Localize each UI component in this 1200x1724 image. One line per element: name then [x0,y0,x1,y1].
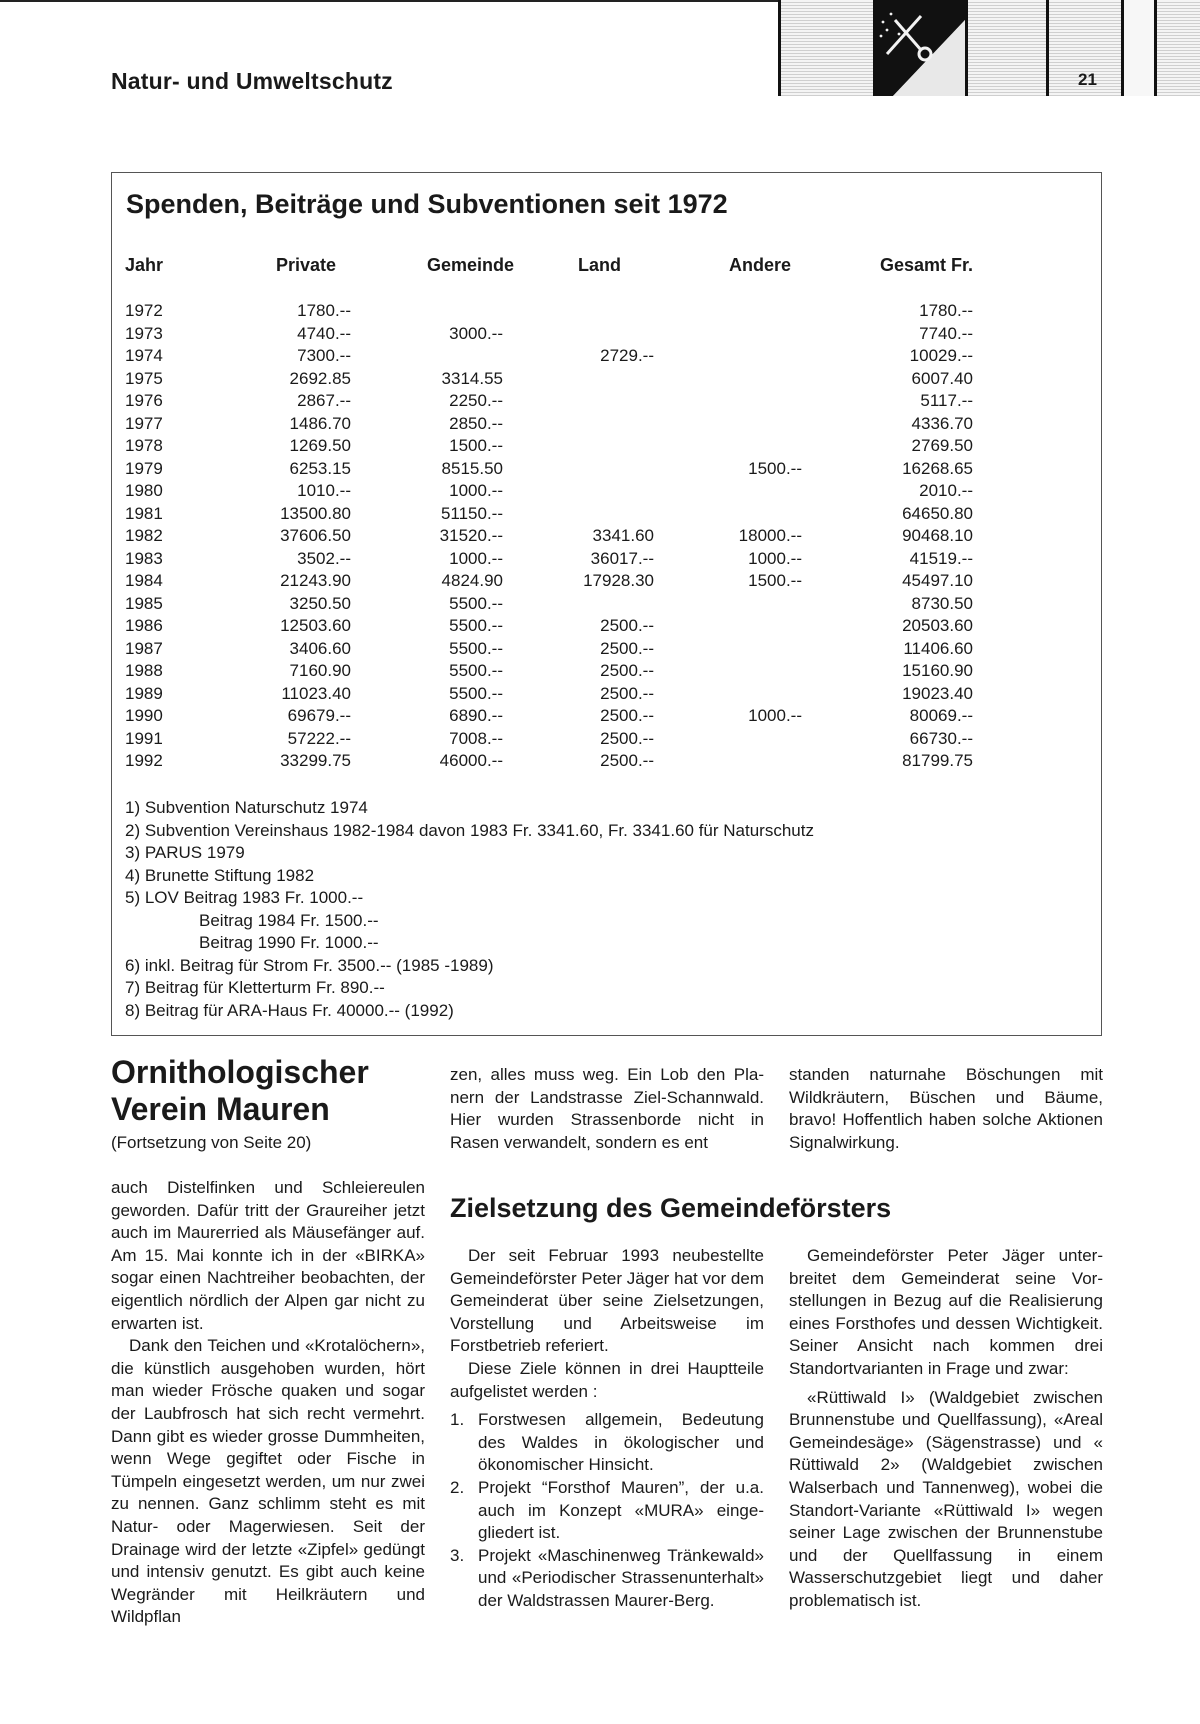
table-cell: 1010.-- [297,481,351,500]
table-cell: 16268.65 [902,458,973,478]
ornith-column-2 [450,1064,764,1154]
strip-hatch [1157,0,1200,96]
table-cell: 1989 [125,683,163,703]
table-cell: 6890.-- [449,706,503,725]
table-cell: 2500.-- [600,683,654,703]
table-row [125,301,1085,324]
table-cell: 1972 [125,301,163,320]
table-row [125,481,1085,504]
table-cell: 18000.-- [738,526,802,545]
ornith-paragraph: standen naturnahe Böschungen mit Wildkräutern, Büschen und Bäume, bravo! Hoffentlich haben solche Aktionen Signalwirkung. [789,1065,1103,1152]
table-cell: 1984 [125,571,163,590]
table-cell: 7160.90 [289,661,351,680]
table-row [125,436,1085,459]
table-cell: 7008.-- [449,728,503,748]
table-row [125,706,1085,729]
table-cell: 1000.-- [449,481,503,500]
table-cell: 36017.-- [590,548,654,568]
column-header-private: Private [276,255,337,275]
table-cell: 3341.60 [592,526,654,545]
table-row [125,639,1085,662]
ornith-paragraph: auch Distelfinken und Schleiereulen geworden. Dafür tritt der Graureiher jetzt auch im Maurerried als Mäusefänger auf. Am 15. Mai konnte ich in der «BIRKA» sogar einen Nachtreiher beobachten, der eigentlich nördlich der Alpen gar nicht zu erwarten ist. [111,1178,425,1333]
table-cell: 1000.-- [449,548,503,568]
table-row [125,571,1085,594]
footnote: 7) Beitrag für Kletterturm Fr. 890.-- [125,978,385,997]
table-cell: 46000.-- [439,751,503,770]
table-cell: 4824.90 [441,571,503,590]
continued-note: (Fortsetzung von Seite 20) [111,1133,312,1152]
table-cell: 2500.-- [600,661,654,680]
table-cell: 1974 [125,346,163,365]
donations-table-box [111,172,1102,1036]
forster-column-3 [789,1245,1103,1613]
table-cell: 15160.90 [902,661,973,680]
table-cell: 3502.-- [297,548,351,568]
column-header-andere: Andere [729,255,792,275]
table-cell: 41519.-- [909,548,973,568]
table-cell: 57222.-- [287,728,351,748]
table-cell: 81799.75 [902,751,973,770]
footnote: 2) Subvention Vereinshaus 1982-1984 davon 1983 Fr. 3341.60, Fr. 3341.60 für Naturschutz [125,820,814,840]
table-cell: 80069.-- [909,706,973,725]
table-row [125,526,1085,549]
table-cell: 1990 [125,706,163,725]
table-cell: 1500.-- [748,458,802,478]
footnote: 4) Brunette Stiftung 1982 [125,865,315,885]
table-cell: 3250.50 [289,593,351,613]
ornith-paragraph: zen, alles muss weg. Ein Lob den Planern der Landstrasse Ziel-Schannwald. Hier wurden Strassenborde nicht in Rasen verwandelt, sondern es ent [450,1065,764,1152]
table-cell: 1780.-- [297,301,351,320]
table-row [125,594,1085,617]
table-cell: 21243.90 [280,571,351,590]
table-cell: 5500.-- [449,593,503,613]
page-number: 21 [1078,70,1097,89]
table-cell: 1981 [125,503,163,523]
table-cell: 7740.-- [919,323,973,343]
ornith-heading-line2: Verein Mauren [111,1091,330,1127]
table-cell: 4740.-- [297,323,351,343]
table-cell: 5500.-- [449,638,503,658]
table-cell: 1976 [125,391,163,410]
table-cell: 33299.75 [280,751,351,770]
forster-heading: Zielsetzung des Gemeindeförsters [450,1193,892,1223]
table-cell: 5500.-- [449,616,503,635]
table-cell: 12503.60 [280,616,351,635]
table-row [125,729,1085,752]
table-cell: 5500.-- [449,683,503,703]
table-cell: 3314.55 [441,368,503,388]
table-row [125,459,1085,482]
table-cell: 19023.40 [902,683,973,703]
table-cell: 1000.-- [748,548,802,568]
column-header-land: Land [578,255,621,275]
table-cell: 1991 [125,728,163,748]
table-cell: 1000.-- [748,706,802,725]
table-cell: 1973 [125,323,163,343]
table-cell: 1987 [125,638,163,658]
table-cell: 3000.-- [449,323,503,343]
table-cell: 3406.60 [289,638,351,658]
table-cell: 45497.10 [902,571,973,590]
table-cell: 17928.30 [583,571,654,590]
ornith-heading [111,1054,369,1128]
table-cell: 2500.-- [600,638,654,658]
table-cell: 1988 [125,661,163,680]
table-cell: 8730.50 [911,593,973,613]
table-cell: 1983 [125,548,163,568]
table-row [125,369,1085,392]
table-title: Spenden, Beiträge und Subventionen seit 1972 [126,189,728,219]
footnote: Beitrag 1984 Fr. 1500.-- [199,910,379,930]
table-row [125,504,1085,527]
forster-paragraph: Gemeindeförster Peter Jäger unterbreitet dem Gemeinderat seine Vorstellungen in Bezug auf die Realisierung eines Forsthofes und dessen Wichtigkeit. Seiner Ansicht nach kommen drei Standortvarianten in Frage und zwar: [789,1246,1103,1378]
table-cell: 20503.60 [902,616,973,635]
footnote: 3) PARUS 1979 [125,843,245,862]
table-cell: 2500.-- [600,706,654,725]
table-cell: 66730.-- [909,728,973,748]
table-cell: 8515.50 [441,458,503,478]
strip-hatch [1124,0,1154,96]
table-cell: 6253.15 [289,458,351,478]
table-footnotes [125,797,814,1022]
table-cell: 1992 [125,751,163,770]
footnote: Beitrag 1990 Fr. 1000.-- [199,933,379,952]
header-emblem-strip [778,0,1200,96]
footnote: 5) LOV Beitrag 1983 Fr. 1000.-- [125,888,364,907]
table-row [125,751,1085,774]
table-cell: 2769.50 [911,436,973,455]
forster-paragraph: Der seit Februar 1993 neubestellte Gemeindeförster Peter Jäger hat vor dem Gemeinderat über seine Zielsetzungen, Vorstellung und Arbeitsweise im Forstbetrieb referiert. [450,1246,764,1356]
table-cell: 1978 [125,436,163,455]
table-cell: 5117.-- [920,391,973,410]
table-cell: 6007.40 [911,368,973,388]
table-cell: 1980 [125,481,163,500]
footnote: 8) Beitrag für ARA-Haus Fr. 40000.-- (1992) [125,1000,454,1020]
table-cell: 2850.-- [449,413,503,433]
forster-paragraph: «Rüttiwald I» (Waldgebiet zwischen Brunnenstube und Quellfassung), «Areal Gemeindesäge» (Sägenstrasse) und « Rüttiwald 2» (Waldgebiet zwischen Walserbach und Tannenweg), wobei die Standort-Variante «Rüttiwald I» wegen seiner Lage zwischen der Brunnenstube und der Quellfassung in einem Wasserschutzgebiet liegt und daher problematisch ist. [789,1387,1103,1610]
ornith-column-3 [789,1064,1103,1154]
strip-hatch [968,0,1046,96]
table-row [125,346,1085,369]
table-cell: 1979 [125,458,163,478]
ornith-column-1 [111,1177,425,1629]
table-row [125,391,1085,414]
table-cell: 1500.-- [449,436,503,455]
table-cell: 10029.-- [909,346,973,365]
list-item: 1. Forstwesen allgemein, Bedeutung des Waldes in ökologischer und ökonomischer Hinsicht. [450,1410,764,1475]
table-cell: 2250.-- [449,391,503,410]
table-cell: 1982 [125,526,163,545]
table-cell: 2010.-- [919,481,973,500]
forestry-emblem-icon [873,0,965,96]
table-row [125,324,1085,347]
table-cell: 1977 [125,413,163,433]
footnote: 1) Subvention Naturschutz 1974 [125,798,368,817]
table-cell: 1780.-- [919,301,973,320]
list-item: 3. Projekt «Maschinenweg Tränkewald» und «Periodischer Strassenunterhalt» der Waldstrassen Maurer-Berg. [450,1545,764,1610]
ornith-paragraph: Dank den Teichen und «Krotalöchern», die künstlich ausgehoben wurden, hört man wieder Frösche quaken und sogar der Laubfrosch hat sich recht vermehrt. Dann gibt es wieder grosse Dummheiten, wenn Wege gegiftet oder Fische in Tümpeln eingesetzt werden, um nur zwei zu nennen. Ganz schlimm steht es mit Natur- oder Magerwiesen. Seit der Drainage wird der letzte «Zipfel» gedüngt und intensiv genutzt. Es gibt auch keine Wegränder mit Heilkräutern und Wildpflan [111,1336,425,1627]
table-cell: 1986 [125,616,163,635]
table-row [125,684,1085,707]
table-cell: 1500.-- [748,571,802,590]
table-cell: 90468.10 [902,526,973,545]
table-cell: 1985 [125,593,163,613]
table-cell: 2729.-- [600,346,654,365]
table-row [125,616,1085,639]
table-cell: 11406.60 [903,638,973,658]
table-cell: 69679.-- [287,706,351,725]
table-rows [125,301,1085,774]
table-cell: 37606.50 [280,526,351,545]
table-cell: 2500.-- [600,728,654,748]
table-cell: 2500.-- [600,616,654,635]
column-header-gesamt: Gesamt Fr. [880,255,974,275]
table-cell: 2867.-- [297,391,351,410]
table-cell: 11023.40 [281,683,351,703]
table-cell: 5500.-- [449,661,503,680]
forster-column-2 [450,1245,764,1613]
table-cell: 1975 [125,368,163,388]
table-cell: 7300.-- [297,346,351,365]
table-cell: 13500.80 [280,503,351,523]
table-row [125,414,1085,437]
table-cell: 64650.80 [902,503,973,523]
strip-hatch [781,0,873,96]
table-row [125,661,1085,684]
table-cell: 4336.70 [911,413,973,433]
table-cell: 1486.70 [289,413,351,433]
list-item: 2. Projekt “Forsthof Mauren”, der u.a. auch im Konzept «MURA» eingegliedert ist. [450,1477,764,1543]
table-row [125,549,1085,572]
column-header-jahr: Jahr [125,255,164,275]
column-header-gemeinde: Gemeinde [427,255,515,275]
ornith-heading-line1: Ornithologischer [111,1054,369,1090]
table-cell: 31520.-- [439,526,503,545]
table-cell: 2500.-- [600,751,654,770]
table-cell: 51150.-- [440,503,503,523]
table-cell: 1269.50 [289,436,351,455]
table-cell: 2692.85 [289,368,351,388]
footnote: 6) inkl. Beitrag für Strom Fr. 3500.-- (1985 -1989) [125,955,494,975]
forster-goal-list [450,1409,764,1612]
section-title: Natur- und Umweltschutz [111,68,393,94]
forster-paragraph: Diese Ziele können in drei Hauptteile aufgelistet werden : [450,1358,764,1401]
